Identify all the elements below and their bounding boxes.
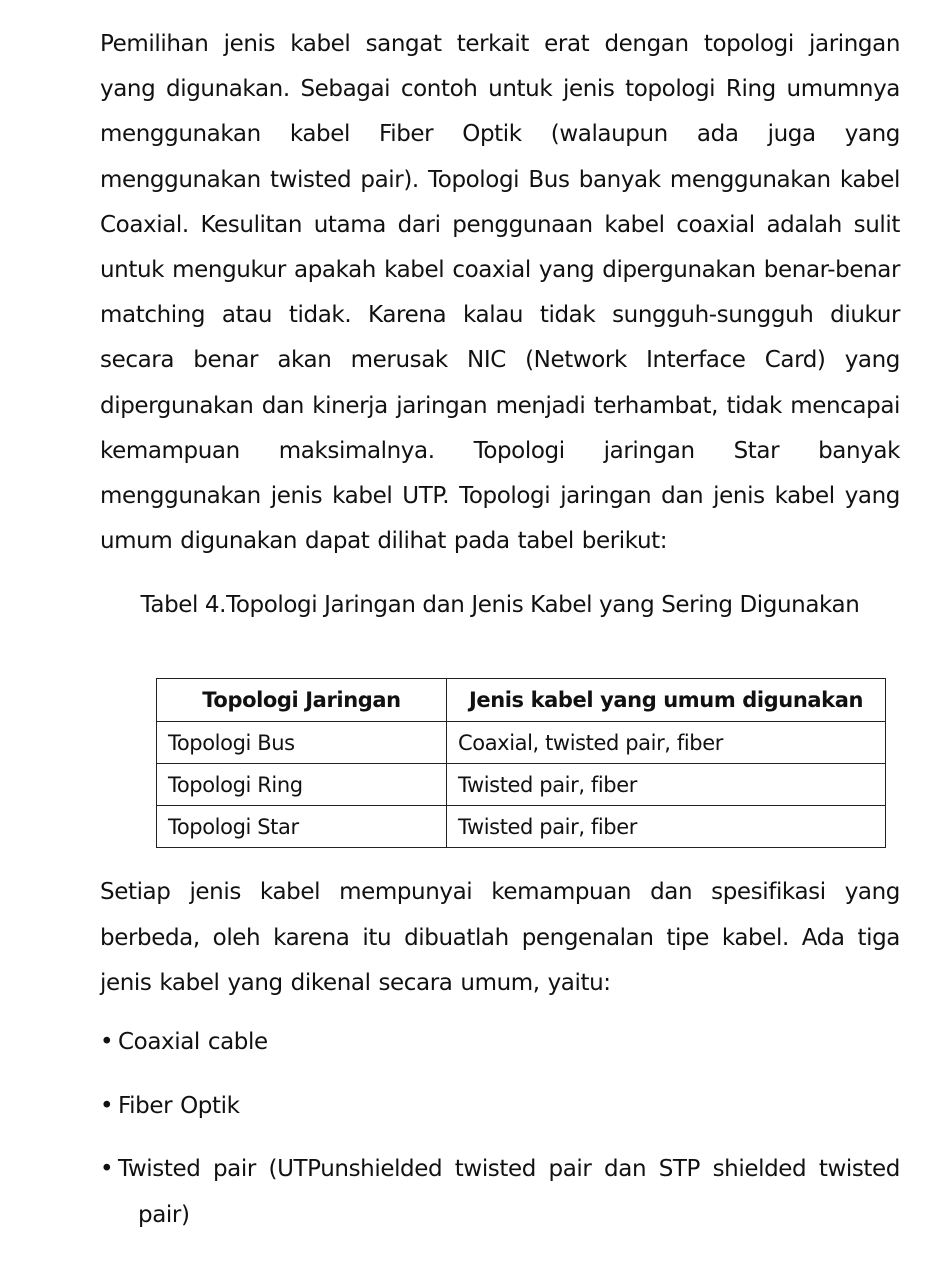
intro-paragraph: Pemilihan jenis kabel sangat terkait erat dengan topologi jaringan yang digunakan. Sebagai contoh untuk jenis topologi Ring umumnya menggunakan kabel Fiber Optik (walaupun ada juga yang menggunakan twisted pair). Topologi Bus banyak menggunakan kabel Coaxial. Kesulitan utama dari penggunaan kabel coaxial adalah sulit untuk mengukur apakah kabel coaxial yang dipergunakan benar-benar matching atau tidak. Karena kalau tidak sungguh-sungguh diukur secara benar akan merusak NIC (Network Interface Card) yang dipergunakan dan kinerja jaringan menjadi terhambat, tidak mencapai kemampuan maksimalnya. Topologi jaringan Star banyak menggunakan jenis kabel UTP. Topologi jaringan dan jenis kabel yang umum digunakan dapat dilihat pada tabel berikut: — [100, 31, 900, 555]
table-row — [157, 764, 886, 806]
bullet-icon: • — [100, 1156, 114, 1183]
cell-topology: Topologi Ring — [157, 764, 447, 806]
list-item-text: Coaxial cable — [118, 1029, 268, 1056]
cell-cable-type: Coaxial, twisted pair, fiber — [447, 722, 886, 764]
bullet-icon: • — [100, 1092, 114, 1119]
list-item-text: Twisted pair (UTPunshielded twisted pair dan STP shielded twisted pair) — [118, 1156, 900, 1228]
table-row — [157, 806, 886, 848]
header-topology: Topologi Jaringan — [157, 679, 447, 722]
cable-type-list — [100, 1020, 900, 1238]
list-item — [100, 1147, 900, 1237]
list-item — [100, 1020, 900, 1065]
cell-topology: Topologi Bus — [157, 722, 447, 764]
cell-topology: Topologi Star — [157, 806, 447, 848]
cell-cable-type: Twisted pair, fiber — [447, 764, 886, 806]
topology-cable-table — [156, 678, 886, 848]
table-header-row — [157, 679, 886, 722]
table-caption: Tabel 4.Topologi Jaringan dan Jenis Kabel yang Sering Digunakan — [140, 592, 860, 619]
header-cable-type: Jenis kabel yang umum digunakan — [447, 679, 886, 722]
cell-cable-type: Twisted pair, fiber — [447, 806, 886, 848]
bullet-icon: • — [100, 1029, 114, 1056]
list-item-text: Fiber Optik — [118, 1092, 240, 1119]
cable-types-paragraph: Setiap jenis kabel mempunyai kemampuan dan spesifikasi yang berbeda, oleh karena itu dibuatlah pengenalan tipe kabel. Ada tiga jenis kabel yang dikenal secara umum, yaitu: — [100, 879, 900, 996]
table-row — [157, 722, 886, 764]
document-page — [100, 22, 900, 1256]
list-item — [100, 1084, 900, 1129]
